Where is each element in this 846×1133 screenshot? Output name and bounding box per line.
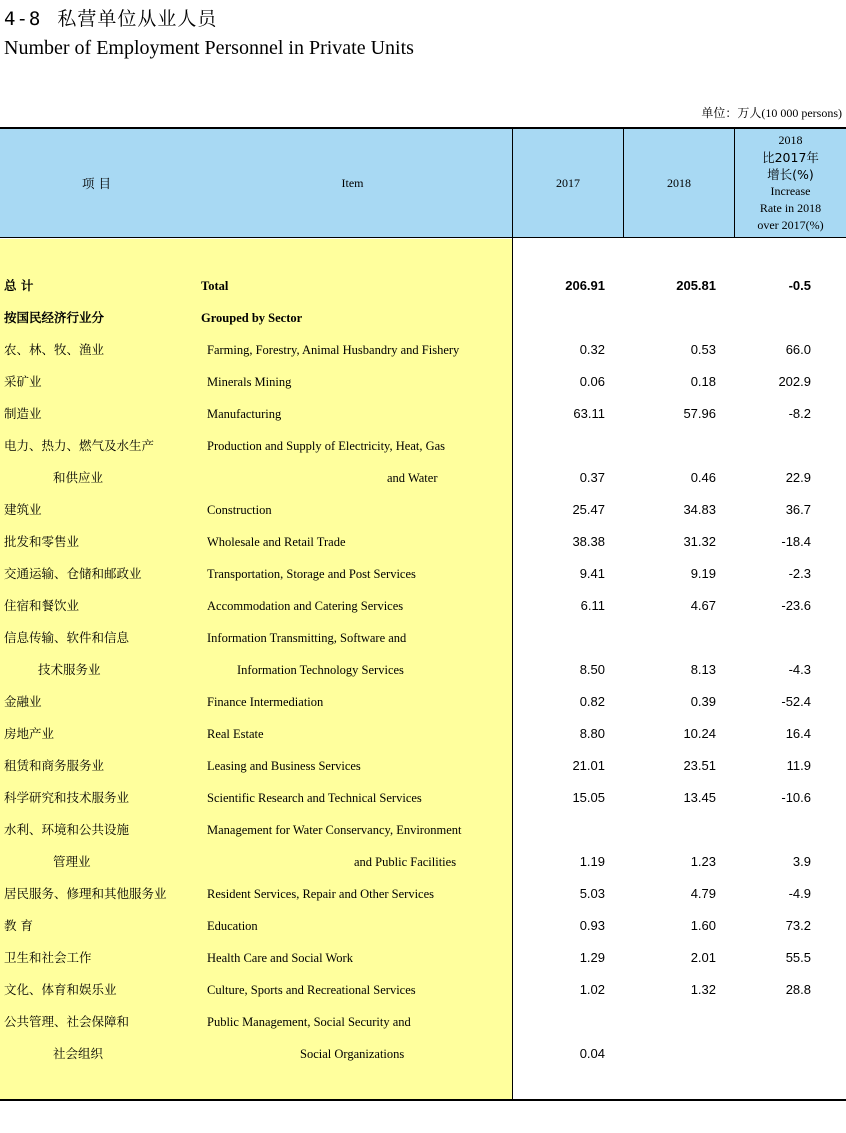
cell-item-cn: 公共管理、社会保障和 (4, 1014, 130, 1029)
cell-2017: 206.91 (565, 278, 605, 293)
cell-rate: 28.8 (785, 982, 811, 997)
cell-2017: 1.19 (579, 854, 605, 869)
cell-item-cn: 批发和零售业 (4, 534, 80, 549)
cell-2017: 6.11 (580, 598, 605, 613)
table-row (0, 782, 846, 814)
table-row (0, 590, 846, 622)
header-rate-line: 比2017年 (762, 150, 819, 165)
cell-2017: 15.05 (572, 790, 605, 805)
cell-item-cn: 水利、环境和公共设施 (4, 822, 130, 837)
cell-item-en: Resident Services, Repair and Other Services (207, 887, 435, 901)
cell-2017: 63.11 (573, 406, 605, 421)
table-number: 4-8 (4, 8, 42, 30)
column-divider (734, 129, 735, 237)
cell-2018: 4.79 (690, 886, 716, 901)
table-row (0, 462, 846, 494)
cell-item-cn: 技术服务业 (38, 662, 101, 677)
cell-2018: 23.51 (683, 758, 716, 773)
cell-item-cn: 和供应业 (53, 470, 104, 485)
cell-item-en: and Water (387, 471, 438, 485)
header-item-cn: 项 目 (82, 175, 111, 191)
header-rate-line: over 2017(%) (757, 218, 824, 232)
data-table (0, 127, 846, 1101)
header-rate-line: Increase (770, 184, 811, 198)
header-item-en: Item (341, 175, 364, 190)
cell-item-en: Minerals Mining (207, 375, 292, 389)
cell-item-cn: 教 育 (4, 918, 33, 933)
cell-rate: 22.9 (785, 470, 811, 485)
cell-rate: 202.9 (778, 374, 811, 389)
cell-item-cn: 文化、体育和娱乐业 (4, 982, 117, 997)
cell-item-en: Scientific Research and Technical Services (207, 791, 422, 805)
cell-2017: 0.32 (579, 342, 605, 357)
cell-item-en: Information Transmitting, Software and (207, 631, 407, 645)
cell-rate: 66.0 (785, 342, 811, 357)
cell-item-en: Accommodation and Catering Services (207, 599, 404, 613)
cell-item-en: Management for Water Conservancy, Environment (207, 823, 462, 837)
cell-item-cn: 社会组织 (53, 1046, 104, 1061)
table-title-cn (4, 4, 217, 31)
cell-2018: 57.96 (683, 406, 716, 421)
cell-item-en: Leasing and Business Services (207, 759, 361, 773)
cell-item-en: Public Management, Social Security and (207, 1015, 411, 1029)
cell-item-en: Farming, Forestry, Animal Husbandry and Fishery (207, 343, 460, 357)
cell-item-cn: 农、林、牧、渔业 (4, 342, 105, 357)
table-row (0, 1038, 846, 1070)
table-row (0, 526, 846, 558)
table-row (0, 366, 846, 398)
cell-item-en: Transportation, Storage and Post Services (207, 567, 416, 581)
table-row (0, 718, 846, 750)
cell-item-en: Total (201, 279, 229, 293)
cell-item-cn: 科学研究和技术服务业 (4, 790, 130, 805)
cell-2017: 0.82 (579, 694, 605, 709)
cell-item-cn: 电力、热力、燃气及水生产 (4, 438, 155, 453)
cell-2018: 0.18 (690, 374, 716, 389)
cell-item-en: Culture, Sports and Recreational Services (207, 983, 416, 997)
header-2017: 2017 (556, 175, 580, 190)
cell-rate: 36.7 (785, 502, 811, 517)
table-row (0, 334, 846, 366)
cell-item-en: Finance Intermediation (207, 695, 324, 709)
cell-2017: 1.29 (579, 950, 605, 965)
cell-2017: 0.37 (579, 470, 605, 485)
table-row (0, 494, 846, 526)
cell-item-en: Information Technology Services (237, 663, 404, 677)
cell-item-en: Construction (207, 503, 272, 517)
cell-rate: 73.2 (785, 918, 811, 933)
cell-2018: 1.32 (690, 982, 716, 997)
cell-item-en: Real Estate (207, 727, 264, 741)
header-rate-line: 增长(%) (767, 167, 814, 182)
cell-2018: 0.39 (690, 694, 716, 709)
cell-2018: 4.67 (690, 598, 716, 613)
cell-2017: 1.02 (579, 982, 605, 997)
table-row (0, 878, 846, 910)
cell-item-en: Social Organizations (300, 1047, 405, 1061)
cell-item-cn: 采矿业 (4, 374, 42, 389)
cell-2017: 21.01 (572, 758, 605, 773)
table-row (0, 974, 846, 1006)
cell-2017: 0.93 (579, 918, 605, 933)
table-row (0, 302, 846, 334)
cell-rate: -2.3 (788, 566, 811, 581)
cell-rate: -23.6 (781, 598, 811, 613)
cell-2017: 8.50 (579, 662, 605, 677)
cell-2018: 1.60 (690, 918, 716, 933)
cell-2018: 8.13 (690, 662, 716, 677)
table-row (0, 270, 846, 302)
cell-2017: 9.41 (579, 566, 605, 581)
table-row (0, 750, 846, 782)
cell-item-en: Production and Supply of Electricity, Heat, Gas (207, 439, 446, 453)
cell-item-cn: 交通运输、仓储和邮政业 (4, 566, 142, 581)
cell-rate: 3.9 (792, 854, 811, 869)
cell-rate: 55.5 (785, 950, 811, 965)
header-2018: 2018 (667, 175, 691, 190)
table-header (0, 129, 846, 238)
cell-item-en: Manufacturing (207, 407, 282, 421)
table-title-cn-text: 私营单位从业人员 (57, 8, 218, 30)
table-row (0, 910, 846, 942)
cell-2017: 38.38 (572, 534, 605, 549)
cell-rate: 16.4 (785, 726, 811, 741)
cell-2017: 25.47 (572, 502, 605, 517)
cell-2018: 9.19 (690, 566, 716, 581)
cell-item-cn: 卫生和社会工作 (4, 950, 92, 965)
cell-rate: 11.9 (786, 758, 811, 773)
cell-item-en: Wholesale and Retail Trade (207, 535, 346, 549)
cell-2017: 0.04 (579, 1046, 605, 1061)
cell-item-en: Health Care and Social Work (207, 951, 353, 965)
cell-2018: 0.46 (690, 470, 716, 485)
table-row (0, 558, 846, 590)
table-row (0, 654, 846, 686)
cell-item-cn: 总 计 (4, 278, 34, 293)
cell-2018: 0.53 (690, 342, 716, 357)
table-row (0, 846, 846, 878)
cell-item-cn: 管理业 (53, 854, 91, 869)
header-rate (735, 129, 846, 237)
cell-rate: -18.4 (781, 534, 811, 549)
cell-item-cn: 信息传输、软件和信息 (4, 630, 130, 645)
cell-rate: -4.9 (788, 886, 811, 901)
cell-2018: 34.83 (683, 502, 716, 517)
cell-2018: 31.32 (683, 534, 716, 549)
cell-2018: 10.24 (683, 726, 716, 741)
cell-2017: 5.03 (579, 886, 605, 901)
cell-item-en: Grouped by Sector (201, 311, 303, 325)
table-row (0, 942, 846, 974)
table-row (0, 686, 846, 718)
cell-2017: 8.80 (579, 726, 605, 741)
cell-2017: 0.06 (579, 374, 605, 389)
cell-item-cn: 制造业 (4, 406, 42, 421)
table-row (0, 430, 846, 462)
cell-rate: -4.3 (788, 662, 811, 677)
cell-item-cn: 房地产业 (4, 726, 55, 741)
cell-rate: -8.2 (788, 406, 811, 421)
table-row (0, 398, 846, 430)
table-title-en: Number of Employment Personnel in Private Units (4, 37, 414, 59)
cell-rate: -10.6 (781, 790, 811, 805)
cell-2018: 13.45 (683, 790, 716, 805)
cell-item-en: and Public Facilities (354, 855, 457, 869)
table-row (0, 622, 846, 654)
cell-2018: 2.01 (690, 950, 716, 965)
cell-item-cn: 住宿和餐饮业 (4, 598, 80, 613)
header-rate-line: Rate in 2018 (759, 201, 822, 215)
cell-item-cn: 居民服务、修理和其他服务业 (4, 886, 167, 901)
cell-item-cn: 金融业 (4, 694, 42, 709)
cell-item-en: Education (207, 919, 258, 933)
cell-item-cn: 按国民经济行业分 (4, 310, 105, 325)
cell-item-cn: 租赁和商务服务业 (4, 758, 105, 773)
cell-rate: -52.4 (781, 694, 811, 709)
cell-2018: 205.81 (676, 278, 716, 293)
cell-rate: -0.5 (788, 278, 811, 293)
table-row (0, 814, 846, 846)
column-divider (623, 129, 624, 237)
unit-label: 单位：万人(10 000 persons) (701, 106, 842, 120)
cell-2018: 1.23 (690, 854, 716, 869)
header-rate-line: 2018 (778, 133, 803, 147)
cell-item-cn: 建筑业 (4, 502, 42, 517)
table-row (0, 1006, 846, 1038)
